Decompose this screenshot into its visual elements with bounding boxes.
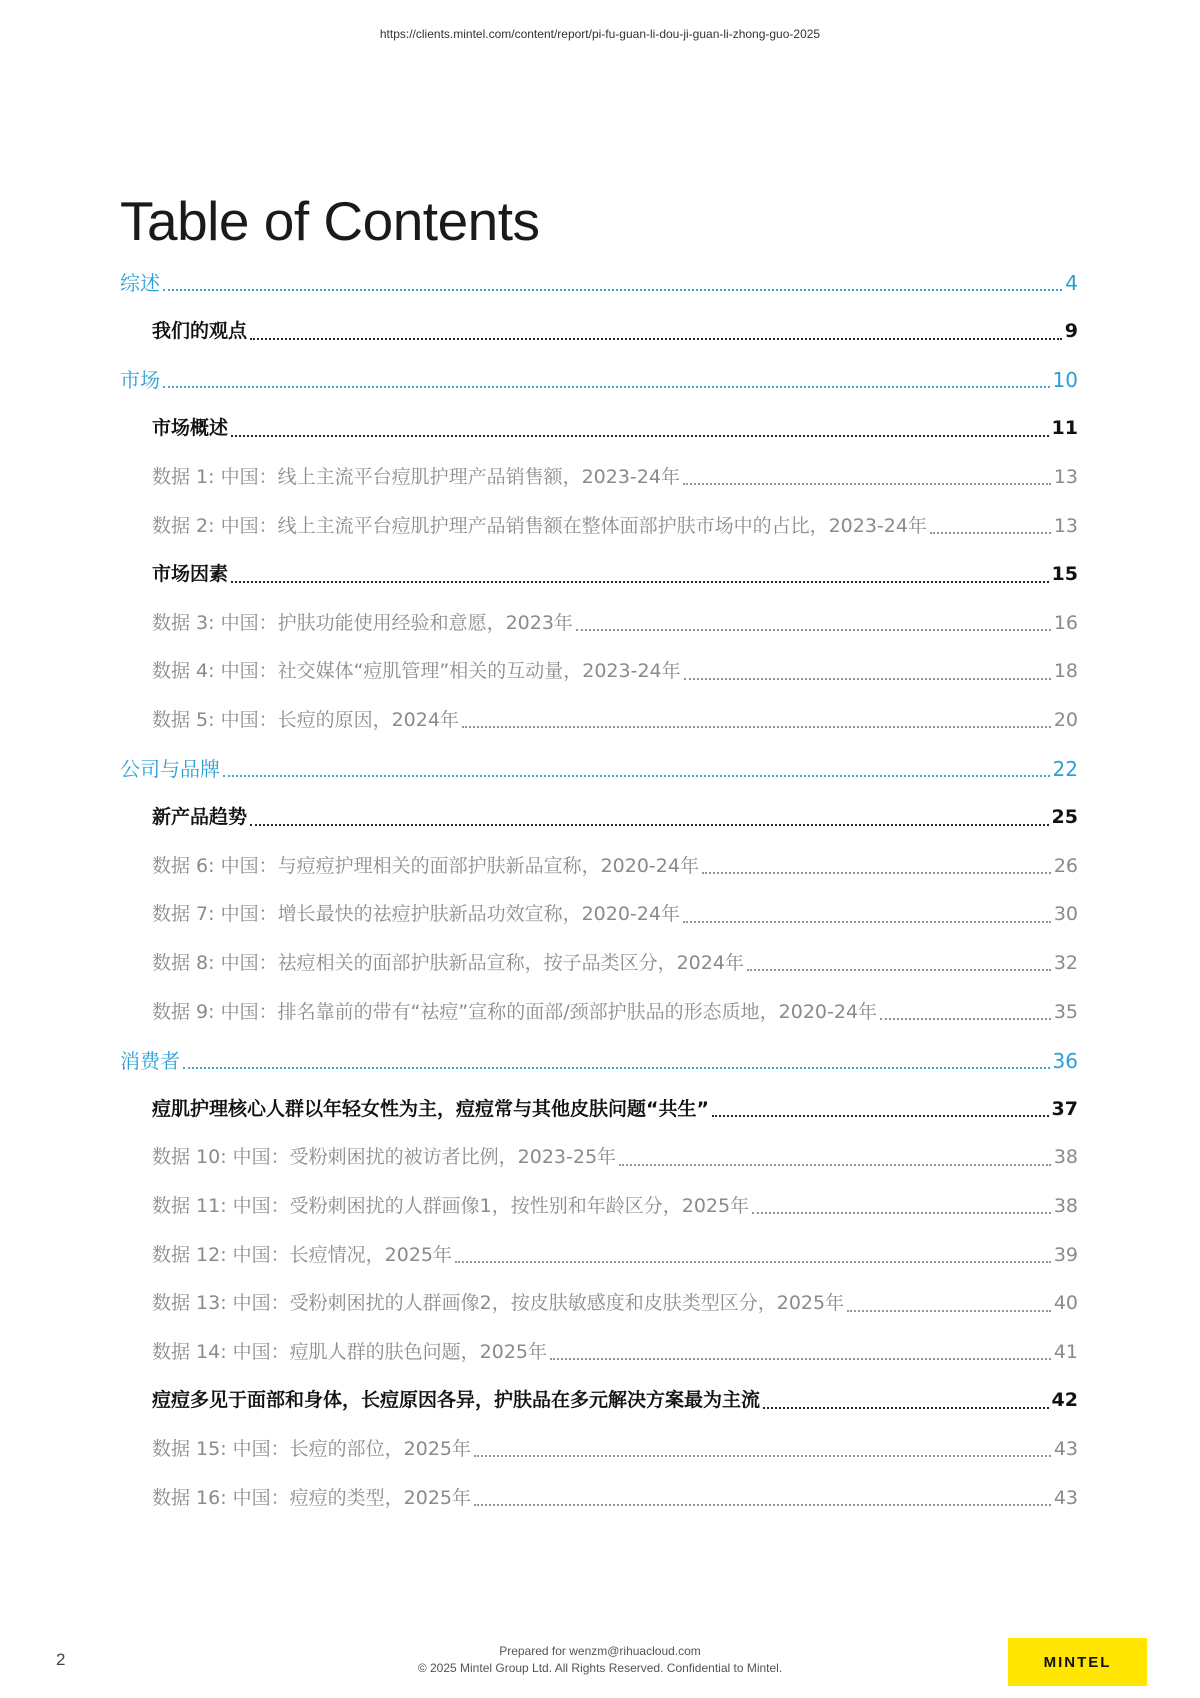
toc-entry-sub[interactable]	[120, 315, 1078, 349]
toc-entry-title: 数据 1: 中国：线上主流平台痘肌护理产品销售额，2023-24年	[152, 465, 680, 488]
toc-entry-title: 数据 9: 中国：排名靠前的带有“祛痘”宣称的面部/颈部护肤品的形态质地，2020-24年	[152, 1000, 878, 1023]
toc-page-number: 13	[1053, 514, 1078, 537]
toc-entry-data[interactable]	[120, 849, 1078, 883]
toc-entry-data[interactable]	[120, 1481, 1078, 1515]
toc-entry-title: 数据 8: 中国：祛痘相关的面部护肤新品宣称，按子品类区分，2024年	[152, 951, 744, 974]
toc-entry-title: 数据 5: 中国：长痘的原因，2024年	[152, 708, 459, 731]
toc-entry-sub[interactable]	[120, 1384, 1078, 1418]
toc-entry-title: 痘痘多见于面部和身体，长痘原因各异，护肤品在多元解决方案最为主流	[152, 1389, 761, 1412]
page-number: 2	[56, 1650, 66, 1669]
toc-dot-leader	[712, 1115, 1049, 1117]
toc-entry-sub[interactable]	[120, 412, 1078, 446]
toc-entry-title: 数据 6: 中国：与痘痘护理相关的面部护肤新品宣称，2020-24年	[152, 854, 699, 877]
toc-page-number: 36	[1052, 1048, 1078, 1073]
toc-entry-title: 市场概述	[152, 417, 229, 440]
toc-entry-title: 数据 2: 中国：线上主流平台痘肌护理产品销售额在整体面部护肤市场中的占比，2023-24年	[152, 514, 927, 537]
toc-page-number: 42	[1051, 1389, 1078, 1412]
toc-dot-leader	[455, 1261, 1051, 1263]
toc-entry-title: 数据 15: 中国：长痘的部位，2025年	[152, 1437, 472, 1460]
toc-entry-sub[interactable]	[120, 558, 1078, 592]
toc-dot-leader	[474, 1455, 1051, 1457]
toc-entry-data[interactable]	[120, 1238, 1078, 1272]
toc-dot-leader	[847, 1310, 1051, 1312]
copyright-text: © 2025 Mintel Group Ltd. All Rights Reserved. Confidential to Mintel.	[417, 1661, 783, 1675]
toc-entry-data[interactable]	[120, 1335, 1078, 1369]
toc-entry-title: 数据 11: 中国：受粉刺困扰的人群画像1，按性别和年龄区分，2025年	[152, 1194, 750, 1217]
toc-dot-leader	[702, 872, 1051, 874]
toc-entry-data[interactable]	[120, 606, 1078, 640]
toc-entry-title: 数据 7: 中国：增长最快的祛痘护肤新品功效宣称，2020-24年	[152, 903, 680, 926]
toc-page-number: 37	[1051, 1097, 1078, 1120]
toc-dot-leader	[880, 1018, 1051, 1020]
toc-page-number: 4	[1065, 271, 1078, 295]
toc-dot-leader	[763, 1407, 1049, 1409]
toc-entry-title: 痘肌护理核心人群以年轻女性为主，痘痘常与其他皮肤问题“共生”	[152, 1097, 709, 1120]
toc-entry-title: 数据 12: 中国：长痘情况，2025年	[152, 1243, 453, 1266]
toc-entry-data[interactable]	[120, 1432, 1078, 1466]
toc-entry-title: 数据 13: 中国：受粉刺困扰的人群画像2，按皮肤敏感度和皮肤类型区分，2025年	[152, 1292, 845, 1315]
mintel-logo	[1008, 1638, 1147, 1686]
toc-page-number: 26	[1053, 854, 1078, 877]
toc-entry-data[interactable]	[120, 655, 1078, 689]
toc-dot-leader	[250, 824, 1049, 826]
toc-page-number: 30	[1053, 903, 1078, 926]
toc-entry-section[interactable]	[120, 363, 1078, 397]
toc-entry-title: 数据 3: 中国：护肤功能使用经验和意愿，2023年	[152, 611, 573, 634]
toc-dot-leader	[930, 532, 1051, 534]
toc-entry-title: 数据 4: 中国：社交媒体“痘肌管理”相关的互动量，2023-24年	[152, 660, 681, 683]
toc-entry-data[interactable]	[120, 1287, 1078, 1321]
logo-text: MINTEL	[1043, 1653, 1112, 1671]
toc-page-number: 13	[1053, 465, 1078, 488]
toc-entry-title: 公司与品牌	[120, 757, 220, 781]
page-title: Table of Contents	[120, 190, 540, 252]
toc-page-number: 41	[1053, 1340, 1078, 1363]
toc-entry-title: 数据 16: 中国：痘痘的类型，2025年	[152, 1486, 472, 1509]
toc-dot-leader	[223, 775, 1050, 777]
toc-entry-data[interactable]	[120, 509, 1078, 543]
toc-page-number: 38	[1053, 1146, 1078, 1169]
toc-page-number: 25	[1051, 806, 1078, 829]
toc-page-number: 15	[1051, 563, 1078, 586]
toc-dot-leader	[474, 1504, 1051, 1506]
toc-dot-leader	[462, 726, 1051, 728]
toc-dot-leader	[550, 1358, 1051, 1360]
toc-page-number: 38	[1053, 1194, 1078, 1217]
toc-entry-sub[interactable]	[120, 1092, 1078, 1126]
toc-entry-data[interactable]	[120, 460, 1078, 494]
toc-dot-leader	[747, 969, 1051, 971]
toc-entry-title: 我们的观点	[152, 320, 248, 343]
toc-page-number: 18	[1053, 660, 1078, 683]
toc-dot-leader	[231, 581, 1049, 583]
toc-entry-title: 数据 14: 中国：痘肌人群的肤色问题，2025年	[152, 1340, 548, 1363]
toc-page-number: 20	[1053, 708, 1078, 731]
source-url: https://clients.mintel.com/content/report/pi-fu-guan-li-dou-ji-guan-li-zhong-guo-2025	[379, 27, 821, 41]
toc-dot-leader	[684, 678, 1051, 680]
prepared-for-text: Prepared for wenzm@rihuacloud.com	[499, 1644, 701, 1658]
toc-entry-data[interactable]	[120, 1141, 1078, 1175]
toc-page-number: 9	[1064, 320, 1078, 343]
toc-page-number: 43	[1053, 1486, 1078, 1509]
toc-entry-sub[interactable]	[120, 801, 1078, 835]
toc-entry-data[interactable]	[120, 703, 1078, 737]
toc-page-number: 11	[1051, 417, 1078, 440]
toc-entry-title: 市场因素	[152, 563, 229, 586]
toc-entry-data[interactable]	[120, 946, 1078, 980]
toc-dot-leader	[231, 435, 1049, 437]
toc-entry-title: 综述	[120, 271, 160, 295]
toc-page-number: 35	[1053, 1000, 1078, 1023]
toc-page-number: 39	[1053, 1243, 1078, 1266]
toc-entry-section[interactable]	[120, 1044, 1078, 1078]
toc-entry-title: 数据 10: 中国：受粉刺困扰的被访者比例，2023-25年	[152, 1146, 617, 1169]
toc-entry-title: 消费者	[120, 1048, 180, 1073]
toc-entry-title: 新产品趋势	[152, 806, 248, 829]
toc-page-number: 16	[1053, 611, 1078, 634]
toc-page-number: 10	[1052, 368, 1078, 393]
toc-dot-leader	[683, 483, 1051, 485]
toc-dot-leader	[619, 1164, 1051, 1166]
toc-entry-title: 市场	[120, 368, 160, 393]
toc-page-number: 40	[1053, 1292, 1078, 1315]
toc-entry-data[interactable]	[120, 1189, 1078, 1223]
toc-dot-leader	[576, 629, 1051, 631]
toc-entry-section[interactable]	[120, 266, 1078, 300]
toc-dot-leader	[250, 338, 1062, 340]
toc-dot-leader	[183, 1067, 1050, 1069]
toc-entry-data[interactable]	[120, 898, 1078, 932]
toc-entry-section[interactable]	[120, 752, 1078, 786]
toc-entry-data[interactable]	[120, 995, 1078, 1029]
toc-dot-leader	[163, 289, 1062, 291]
toc-page-number: 43	[1053, 1437, 1078, 1460]
toc-dot-leader	[683, 921, 1051, 923]
toc-page-number: 32	[1053, 951, 1078, 974]
toc-page-number: 22	[1052, 757, 1078, 781]
toc-dot-leader	[163, 386, 1050, 388]
toc-dot-leader	[752, 1212, 1051, 1214]
